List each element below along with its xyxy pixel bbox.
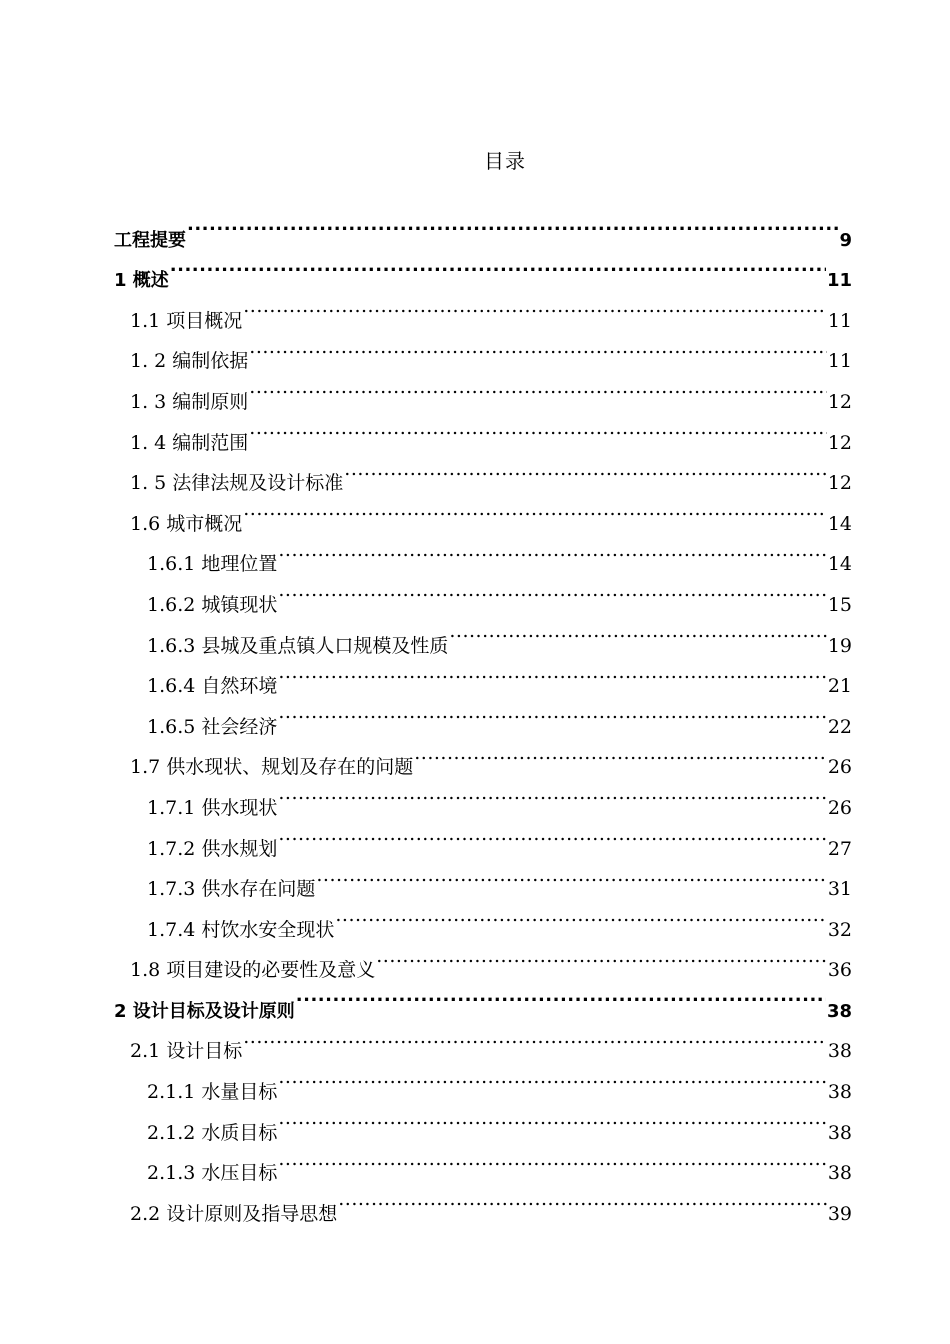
- toc-entry-text: 1.7.1 供水现状: [147, 796, 278, 819]
- toc-entry-page-number: 38: [827, 1162, 852, 1185]
- toc-entry-page-number: 39: [827, 1202, 852, 1225]
- toc-entry-text: 2.1.2 水质目标: [147, 1121, 278, 1144]
- toc-entry-page-number: 38: [826, 1000, 852, 1022]
- toc-leader-dots: [449, 611, 826, 652]
- toc-leader-dots: [249, 327, 827, 368]
- toc-entry-text: 2.1.1 水量目标: [147, 1081, 278, 1104]
- toc-entry-page-number: 36: [827, 959, 852, 982]
- toc-leader-dots: [344, 449, 827, 490]
- toc-leader-dots: [414, 733, 827, 774]
- toc-entry-page-number: 14: [827, 512, 852, 535]
- toc-leader-dots: [243, 1017, 827, 1058]
- toc-title: 目录: [484, 149, 526, 173]
- toc-entry-text: 1. 5 法律法规及设计标准: [130, 472, 344, 495]
- toc-entry-text: 1.1 项目概况: [130, 309, 243, 332]
- toc-entry-page-number: 27: [827, 837, 852, 860]
- toc-entry-text: 1. 2 编制依据: [130, 350, 249, 373]
- toc-list: [114, 205, 852, 1225]
- toc-leader-dots: [278, 692, 826, 733]
- toc-entry-page-number: 11: [827, 309, 852, 332]
- toc-entry[interactable]: [114, 205, 852, 251]
- toc-leader-dots: [243, 286, 827, 327]
- toc-entry-text: 1.7 供水现状、规划及存在的问题: [130, 756, 414, 779]
- toc-leader-dots: [335, 895, 826, 936]
- toc-entry-text: 1.7.2 供水规划: [147, 837, 278, 860]
- toc-entry-text: 1.6.2 城镇现状: [147, 593, 278, 616]
- toc-entry-page-number: 26: [827, 796, 852, 819]
- toc-entry-text: 1.7.3 供水存在问题: [147, 878, 316, 901]
- toc-leader-dots: [278, 652, 826, 693]
- toc-leader-dots: [249, 367, 827, 408]
- toc-entry-text: 1.6 城市概况: [130, 512, 243, 535]
- toc-entry-text: 1.6.4 自然环境: [147, 675, 278, 698]
- toc-entry-page-number: 38: [827, 1081, 852, 1104]
- toc-entry-page-number: 32: [827, 918, 852, 941]
- toc-entry[interactable]: [114, 246, 852, 292]
- toc-entry-page-number: 12: [827, 431, 852, 454]
- toc-entry-text: 1. 4 编制范围: [130, 431, 249, 454]
- toc-entry-text: 2.2 设计原则及指导思想: [130, 1202, 338, 1225]
- toc-leader-dots: [316, 855, 826, 896]
- toc-entry-page-number: 26: [827, 756, 852, 779]
- toc-entry-text: 2 设计目标及设计原则: [114, 1000, 295, 1022]
- toc-entry-text: 1.7.4 村饮水安全现状: [147, 918, 335, 941]
- toc-entry-page-number: 31: [827, 878, 852, 901]
- toc-entry-page-number: 21: [827, 675, 852, 698]
- toc-leader-dots: [278, 1098, 826, 1139]
- toc-leader-dots: [170, 246, 826, 287]
- toc-entry[interactable]: [114, 286, 852, 332]
- toc-entry-page-number: 11: [827, 350, 852, 373]
- toc-entry-text: 1.8 项目建设的必要性及意义: [130, 959, 376, 982]
- toc-leader-dots: [296, 976, 826, 1017]
- toc-leader-dots: [187, 205, 838, 246]
- toc-leader-dots: [278, 773, 826, 814]
- toc-entry-text: 1.6.3 县城及重点镇人口规模及性质: [147, 634, 449, 657]
- toc-entry-text: 工程提要: [114, 229, 186, 251]
- toc-entry-text: 2.1.3 水压目标: [147, 1162, 278, 1185]
- toc-entry-page-number: 19: [827, 634, 852, 657]
- toc-leader-dots: [243, 489, 827, 530]
- toc-leader-dots: [376, 936, 827, 977]
- toc-entry-page-number: 12: [827, 472, 852, 495]
- toc-leader-dots: [278, 814, 826, 855]
- toc-entry-text: 1 概述: [114, 270, 169, 292]
- toc-leader-dots: [249, 408, 827, 449]
- toc-entry-page-number: 12: [827, 390, 852, 413]
- toc-entry-page-number: 22: [827, 715, 852, 738]
- toc-entry-text: 1.6.1 地理位置: [147, 553, 278, 576]
- toc-leader-dots: [278, 1139, 826, 1180]
- toc-entry-page-number: 38: [827, 1040, 852, 1063]
- toc-entry-text: 2.1 设计目标: [130, 1040, 243, 1063]
- toc-leader-dots: [338, 1179, 827, 1220]
- toc-leader-dots: [278, 1057, 826, 1098]
- toc-entry-page-number: 14: [827, 553, 852, 576]
- toc-entry-page-number: 38: [827, 1121, 852, 1144]
- toc-entry-page-number: 9: [839, 229, 852, 251]
- toc-leader-dots: [278, 570, 826, 611]
- toc-entry-text: 1.6.5 社会经济: [147, 715, 278, 738]
- toc-entry-page-number: 11: [826, 270, 852, 292]
- toc-leader-dots: [278, 530, 826, 571]
- toc-entry-text: 1. 3 编制原则: [130, 390, 249, 413]
- toc-entry-page-number: 15: [827, 593, 852, 616]
